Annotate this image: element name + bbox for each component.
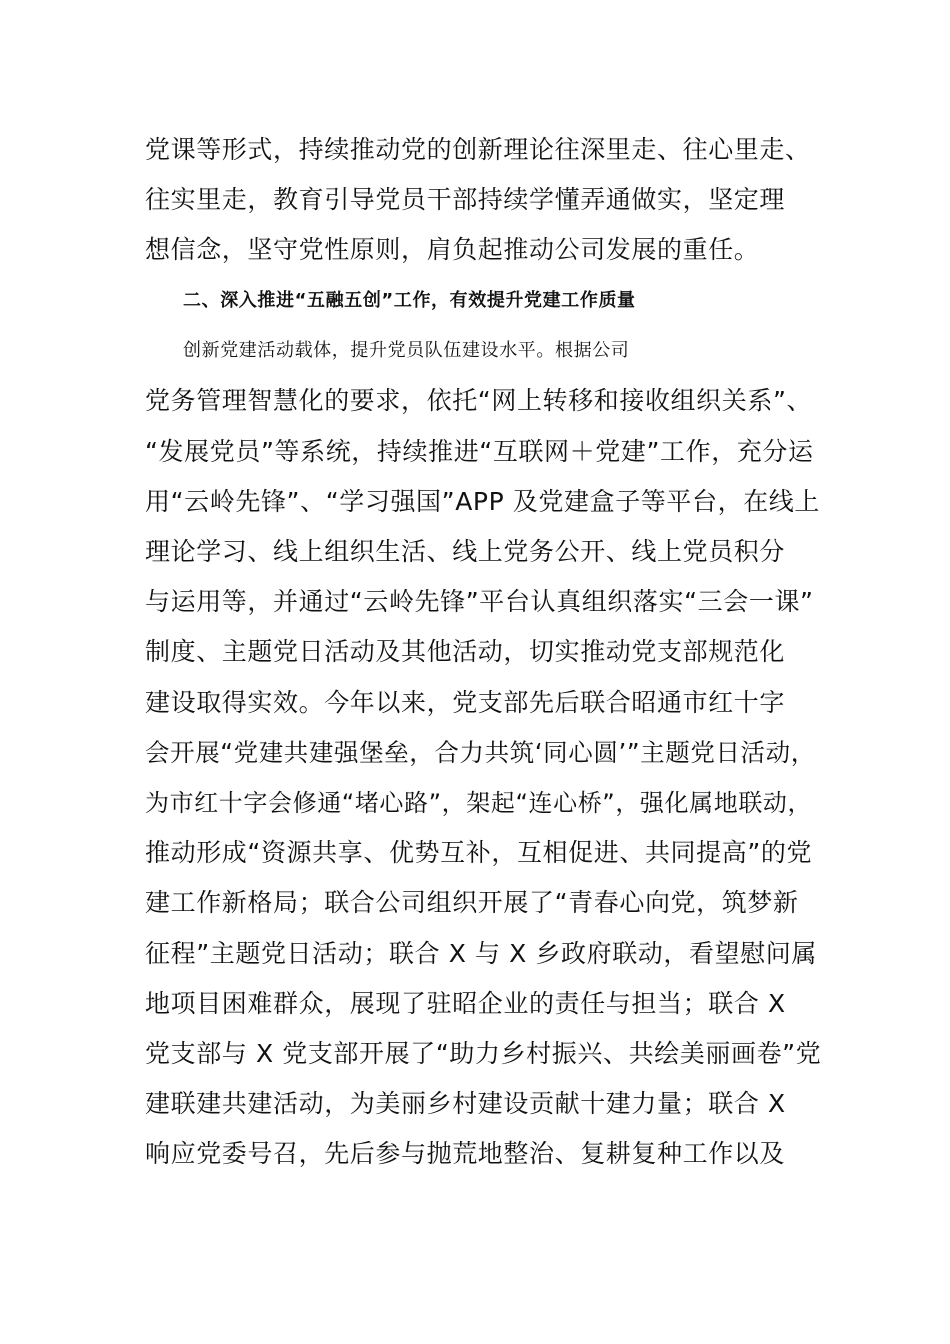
paragraph-line: 会开展“党建共建强堡垒，合力共筑‘同心圆’”主题党日活动，: [145, 738, 816, 767]
paragraph-line: 制度、主题党日活动及其他活动，切实推动党支部规范化: [145, 637, 786, 666]
paragraph-line: 理论学习、线上组织生活、线上党务公开、线上党员积分: [145, 537, 786, 566]
paragraph-line: 党课等形式，持续推动党的创新理论往深里走、往心里走、: [145, 135, 811, 164]
paragraph-line: 建设取得实效。今年以来，党支部先后联合昭通市红十字: [145, 688, 786, 717]
paragraph-line: “发展党员”等系统，持续推进“互联网＋党建”工作，充分运: [145, 437, 814, 466]
paragraph-line: 党务管理智慧化的要求，依托“网上转移和接收组织关系”、: [145, 386, 813, 415]
paragraph-line: 创新党建活动载体，提升党员队伍建设水平。根据公司: [183, 340, 630, 361]
paragraph-line: 党支部与 X 党支部开展了“助力乡村振兴、共绘美丽画卷”党: [145, 1039, 822, 1068]
paragraph-line: 征程”主题党日活动；联合 X 与 X 乡政府联动，看望慰问属: [145, 939, 817, 968]
paragraph-line: 想信念，坚守党性原则，肩负起推动公司发展的重任。: [145, 235, 760, 264]
paragraph-line: 为市红十字会修通“堵心路”，架起“连心桥”，强化属地联动，: [145, 789, 813, 817]
paragraph-line: 响应党委号召，先后参与抛荒地整治、复耕复种工作以及: [145, 1139, 786, 1168]
paragraph-line: 地项目困难群众，展现了驻昭企业的责任与担当；联合 X: [145, 989, 786, 1018]
paragraph-line: 往实里走，教育引导党员干部持续学懂弄通做实，坚定理: [145, 185, 786, 214]
paragraph-line: 用“云岭先锋”、“学习强国”APP 及党建盒子等平台，在线上: [145, 487, 821, 516]
section-heading: 二、深入推进“五融五创”工作，有效提升党建工作质量: [183, 290, 636, 311]
paragraph-line: 与运用等，并通过“云岭先锋”平台认真组织落实“三会一课”: [145, 587, 814, 616]
paragraph-line: 推动形成“资源共享、优势互补，互相促进、共同提高”的党: [145, 838, 813, 867]
paragraph-line: 建工作新格局；联合公司组织开展了“青春心向党，筑梦新: [145, 888, 799, 917]
paragraph-line: 建联建共建活动，为美丽乡村建设贡献十建力量；联合 X: [145, 1089, 786, 1118]
